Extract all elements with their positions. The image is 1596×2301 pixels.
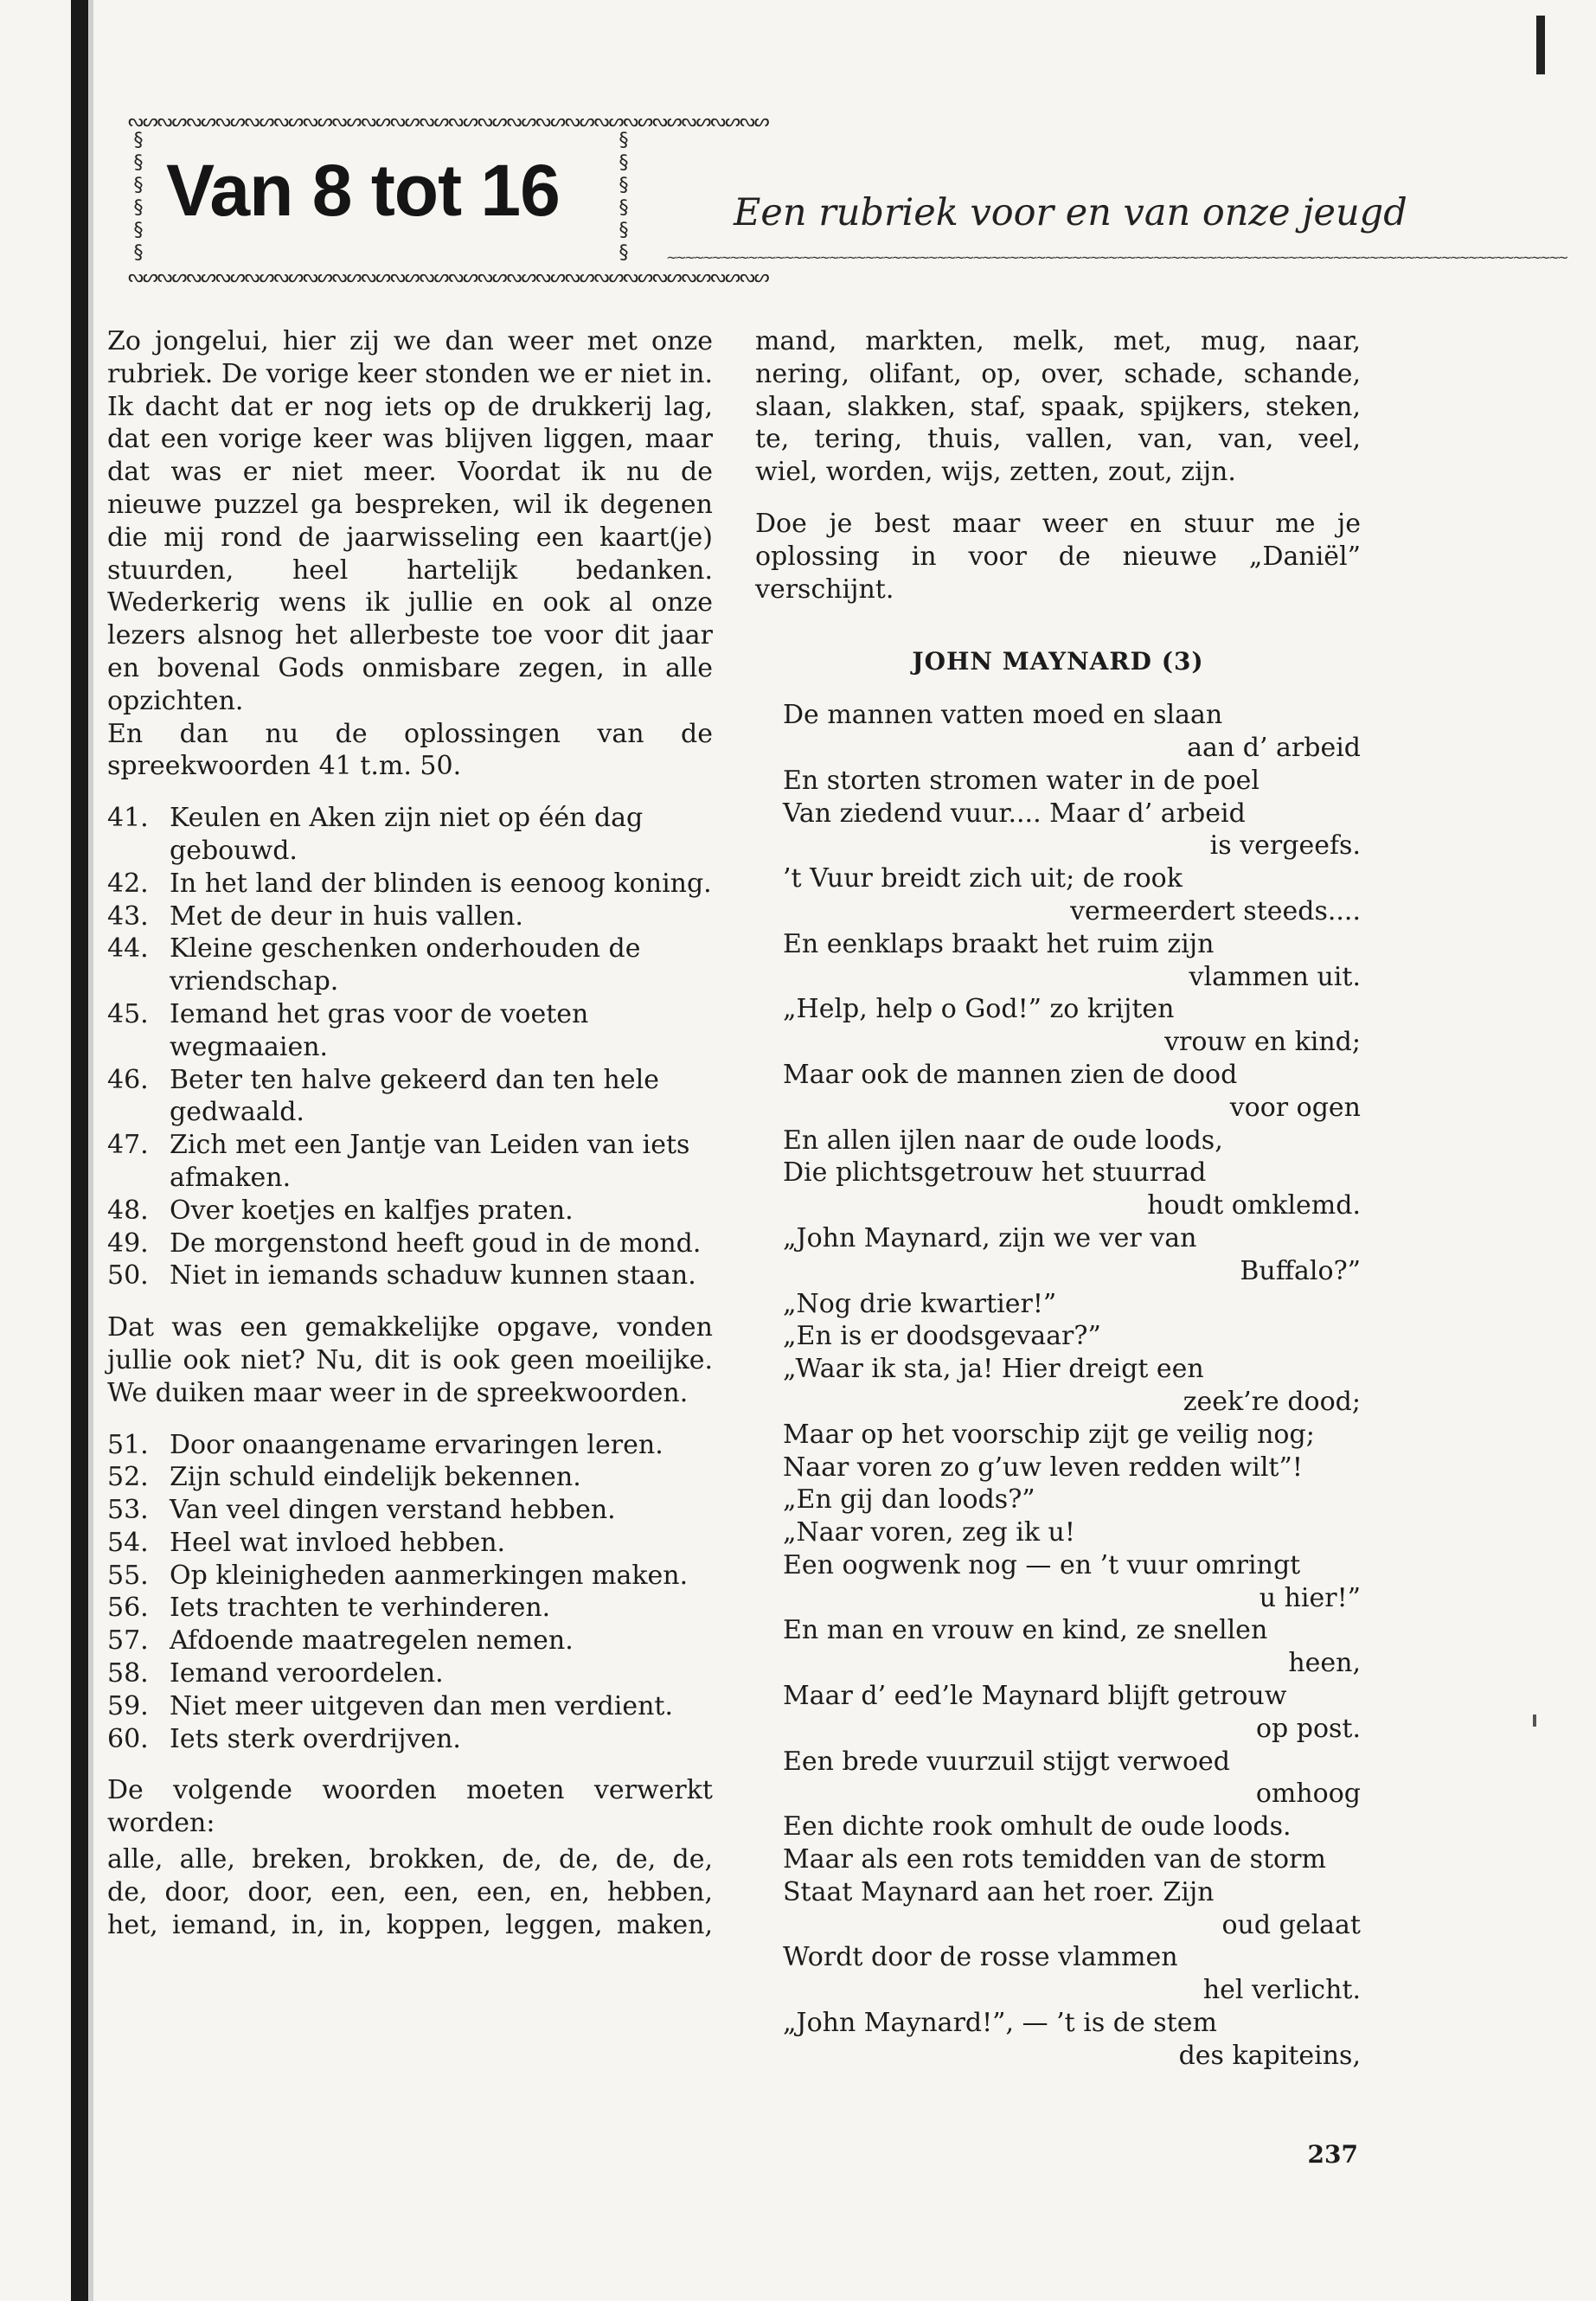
list-item — [107, 998, 713, 1064]
list-item — [107, 1690, 713, 1723]
poem-line: Naar voren zo g’uw leven redden wilt”! — [783, 1452, 1303, 1483]
poem-title: JOHN MAYNARD (3) — [912, 647, 1204, 676]
word-line: het, iemand, in, in, koppen, leggen, maken, — [107, 1909, 713, 1940]
item-number: 45. — [107, 998, 149, 1029]
list-item — [107, 1723, 713, 1756]
poem-line-continuation: vrouw en kind; — [1164, 1027, 1361, 1058]
item-number: 49. — [107, 1227, 149, 1259]
word-line: de, door, door, een, een, een, en, hebben, — [107, 1876, 713, 1907]
item-text: Iets trachten te verhinderen. — [170, 1593, 551, 1624]
item-text: De morgenstond heeft goud in de mond. — [170, 1227, 702, 1259]
item-number: 47. — [107, 1130, 149, 1161]
middle-paragraph: Dat was een gemakkelijke opgave, vonden jullie ook niet? Nu, dit is ook geen moeilijke. We duiken maar weer in de spreekwoorden. — [107, 1312, 713, 1408]
word-line: te, tering, thuis, vallen, van, van, veel, — [755, 424, 1361, 455]
ornament-border-top: ᔓᔕᔓᔕᔓᔕᔓᔕᔓᔕᔓᔕᔓᔕᔓᔕᔓᔕᔓᔕᔓᔕᔓᔕᔓᔕᔓᔕᔓᔕᔓᔕᔓᔕᔓᔕᔓᔕᔓᔕᔓᔕᔓᔕ — [128, 110, 769, 131]
list-item — [107, 868, 713, 901]
item-text: Beter ten halve gekeerd dan ten hele gedwaald. — [170, 1064, 659, 1128]
item-text: Iemand veroordelen. — [170, 1658, 444, 1689]
item-text: Kleine geschenken onderhouden de vriendschap. — [170, 933, 641, 997]
poem-line: „Naar voren, zeg ik u! — [783, 1517, 1075, 1548]
word-line: wiel, worden, wijs, zetten, zout, zijn. — [755, 457, 1236, 488]
item-number: 48. — [107, 1195, 149, 1226]
poem-line: „Help, help o God!” zo krijten — [783, 994, 1175, 1025]
poem-line: En man en vrouw en kind, ze snellen — [783, 1615, 1268, 1646]
poem-line-continuation: zeek’re dood; — [1183, 1386, 1361, 1417]
poem-line: De mannen vatten moed en slaan — [783, 700, 1223, 731]
poem-line: Maar op het voorschip zijt ge veilig nog; — [783, 1419, 1315, 1450]
item-text: Over koetjes en kalfjes praten. — [170, 1195, 574, 1226]
poem-line: En storten stromen water in de poel — [783, 765, 1260, 796]
item-text: Zich met een Jantje van Leiden van iets afmaken. — [170, 1130, 690, 1193]
poem-line-continuation: u hier!” — [1259, 1582, 1361, 1613]
poem-line-continuation: heen, — [1288, 1648, 1361, 1679]
poem-line: En allen ijlen naar de oude loods, — [783, 1125, 1223, 1156]
item-number: 51. — [107, 1429, 149, 1460]
poem-line: En eenklaps braakt het ruim zijn — [783, 928, 1215, 959]
list-item — [107, 1527, 713, 1560]
poem-line: „John Maynard, zijn we ver van — [783, 1222, 1197, 1253]
item-text: Met de deur in huis vallen. — [170, 901, 523, 932]
item-text: Iemand het gras voor de voeten wegmaaien. — [170, 998, 589, 1062]
poem-line: Een brede vuurzuil stijgt verwoed — [783, 1746, 1230, 1777]
item-text: Afdoende maatregelen nemen. — [170, 1625, 574, 1657]
scan-stray-mark — [1533, 1715, 1536, 1727]
ornament-border-right: § § § § § § — [619, 130, 629, 264]
poem-line: Maar ook de mannen zien de dood — [783, 1059, 1238, 1090]
poem-line: Maar d’ eed’le Maynard blijft getrouw — [783, 1681, 1287, 1712]
item-number: 53. — [107, 1495, 149, 1526]
item-text: Niet in iemands schaduw kunnen staan. — [170, 1260, 696, 1292]
item-number: 44. — [107, 933, 149, 965]
poem-line-continuation: aan d’ arbeid — [1187, 732, 1361, 763]
solutions-list — [107, 802, 713, 1292]
rubric-title-box — [128, 110, 769, 286]
list-item — [107, 802, 713, 868]
item-number: 60. — [107, 1723, 149, 1754]
word-list-right — [755, 325, 1361, 489]
word-line: nering, olifant, op, over, schade, schande, — [755, 358, 1361, 389]
word-line: slaan, slakken, staf, spaak, spijkers, steken, — [755, 391, 1361, 422]
poem-line-continuation: vlammen uit. — [1189, 961, 1361, 992]
poem-line: „Nog drie kwartier!” — [783, 1288, 1057, 1319]
poem-line: „En is er doodsgevaar?” — [783, 1321, 1101, 1352]
list-item — [107, 1592, 713, 1625]
poem-line-continuation: houdt omklemd. — [1147, 1190, 1361, 1221]
list-item — [107, 1227, 713, 1260]
rubric-title: Van 8 tot 16 — [166, 150, 560, 231]
item-text: Niet meer uitgeven dan men verdient. — [170, 1690, 674, 1721]
ornament-border-left: § § § § § § — [133, 130, 144, 264]
rubric-subtitle: Een rubriek voor en van onze jeugd — [734, 191, 1407, 234]
list-item — [107, 933, 713, 998]
list-item — [107, 1195, 713, 1227]
wavy-rule: ~~~~~~~~~~~~~~~~~~~~~~~~~~~~~~~~~~~~~~~~~~~~~~~~~~~~~~~~~~~~~~~~~~~~~~~~~~~~~~~~~~~~~~~~~~~~~~~~~~~~ — [666, 249, 1567, 266]
poem-line-continuation: Buffalo?” — [1240, 1255, 1361, 1286]
item-text: Zijn schuld eindelijk bekennen. — [170, 1462, 581, 1493]
list-item — [107, 1625, 713, 1657]
poem-line-continuation: des kapiteins, — [1178, 2040, 1361, 2071]
list-item — [107, 1064, 713, 1130]
poem-line: Een oogwenk nog — en ’t vuur omringt — [783, 1549, 1301, 1580]
item-number: 41. — [107, 803, 149, 834]
list-item — [107, 1560, 713, 1593]
item-number: 42. — [107, 868, 149, 899]
list-item — [107, 901, 713, 933]
poem-line: Van ziedend vuur.... Maar d’ arbeid — [783, 798, 1246, 829]
word-list-left — [107, 1843, 713, 1941]
poem-line-continuation: oud gelaat — [1221, 1909, 1361, 1940]
poem-line: Staat Maynard aan het roer. Zijn — [783, 1876, 1215, 1907]
page-binding-shadow — [88, 0, 93, 2301]
item-text: In het land der blinden is eenoog koning. — [170, 868, 712, 899]
poem-line: ’t Vuur breidt zich uit; de rook — [783, 863, 1183, 894]
poem-line-continuation: op post. — [1255, 1713, 1361, 1744]
page-number: 237 — [1307, 2140, 1358, 2169]
poem-line: „Waar ik sta, ja! Hier dreigt een — [783, 1354, 1204, 1385]
list-item — [107, 1259, 713, 1292]
item-number: 52. — [107, 1462, 149, 1493]
closing-paragraph: Doe je best maar weer en stuur me je oplossing in voor de nieuwe „Daniël” verschijnt. — [755, 508, 1361, 605]
right-column — [755, 325, 1361, 2073]
item-text: Door onaangename ervaringen leren. — [170, 1429, 663, 1460]
item-number: 56. — [107, 1593, 149, 1624]
page-binding-edge — [71, 0, 88, 2301]
item-number: 46. — [107, 1064, 149, 1095]
item-number: 55. — [107, 1560, 149, 1591]
item-text: Heel wat invloed hebben. — [170, 1527, 506, 1558]
solutions-intro: En dan nu de oplossingen van de spreekwoorden 41 t.m. 50. — [107, 718, 713, 782]
list-item — [107, 1429, 713, 1462]
list-item — [107, 1494, 713, 1527]
item-text: Op kleinigheden aanmerkingen maken. — [170, 1560, 689, 1591]
scan-corner-mark — [1536, 16, 1545, 74]
poem-line: „En gij dan loods?” — [783, 1484, 1035, 1516]
poem-line-continuation: voor ogen — [1229, 1092, 1361, 1123]
poem-line-continuation: is vergeefs. — [1209, 830, 1361, 862]
poem — [755, 699, 1361, 2072]
left-column — [107, 325, 713, 1941]
poem-line: Maar als een rots temidden van de storm — [783, 1844, 1326, 1875]
poem-line: Die plichtsgetrouw het stuurrad — [783, 1157, 1207, 1189]
item-text: Van veel dingen verstand hebben. — [170, 1495, 616, 1526]
item-number: 57. — [107, 1625, 149, 1657]
word-line: mand, markten, melk, met, mug, naar, — [755, 326, 1361, 356]
intro-paragraph: Zo jongelui, hier zij we dan weer met onze rubriek. De vorige keer stonden we er niet in. Ik dacht dat er nog iets op de drukkerij lag, dat een vorige keer was blijven liggen, maar dat was er niet meer. Voordat ik nu de nieuwe puzzel ga bespreken, wil ik degenen die mij rond de jaarwisseling een kaart(je) stuurden, heel hartelijk bedanken. Wederkerig wens ik jullie en ook al onze lezers alsnog het allerbeste toe voor dit jaar en bovenal Gods onmisbare zegen, in alle opzichten. — [107, 326, 713, 716]
list-item — [107, 1461, 713, 1494]
ornament-border-bottom: ᔓᔕᔓᔕᔓᔕᔓᔕᔓᔕᔓᔕᔓᔕᔓᔕᔓᔕᔓᔕᔓᔕᔓᔕᔓᔕᔓᔕᔓᔕᔓᔕᔓᔕᔓᔕᔓᔕᔓᔕᔓᔕᔓᔕ — [128, 266, 769, 286]
poem-line-continuation: omhoog — [1255, 1779, 1361, 1810]
list-item — [107, 1129, 713, 1195]
poem-line-continuation: hel verlicht. — [1202, 1975, 1361, 2006]
poem-line: „John Maynard!”, — ’t is de stem — [783, 2008, 1217, 2039]
poem-line: Wordt door de rosse vlammen — [783, 1942, 1178, 1973]
item-number: 59. — [107, 1690, 149, 1721]
poem-line: Een dichte rook omhult de oude loods. — [783, 1811, 1292, 1843]
item-number: 58. — [107, 1658, 149, 1689]
puzzle-list — [107, 1429, 713, 1756]
item-text: Keulen en Aken zijn niet op één dag gebouwd. — [170, 803, 644, 866]
item-number: 54. — [107, 1527, 149, 1558]
item-text: Iets sterk overdrijven. — [170, 1723, 461, 1754]
word-line: alle, alle, breken, brokken, de, de, de, de, — [107, 1844, 713, 1875]
item-number: 43. — [107, 901, 149, 932]
list-item — [107, 1657, 713, 1690]
item-number: 50. — [107, 1260, 149, 1292]
words-intro: De volgende woorden moeten verwerkt worden: — [107, 1775, 713, 1839]
poem-line-continuation: vermeerdert steeds.... — [1070, 895, 1361, 926]
